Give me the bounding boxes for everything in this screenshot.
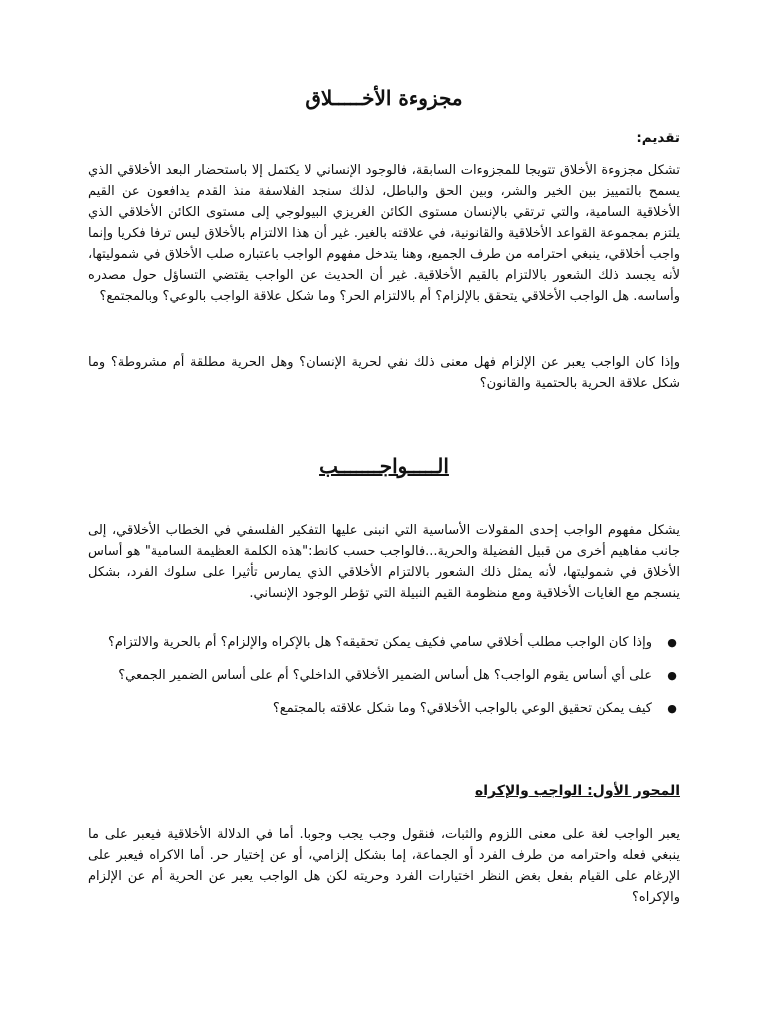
axis-heading: المحور الأول: الواجب والإكراه [474, 783, 680, 799]
bullet-icon: ● [667, 669, 677, 682]
section-title: الـــــواجـــــــب [319, 454, 449, 478]
axis-paragraph: يعبر الواجب لغة على معنى اللزوم والثبات، فنقول وجب يجب وجوبا. أما في الدلالة الأخلاقية فيعبر على ما ينبغي فعله واحترامه من طرف الفرد أو الجماعة، إما بشكل إلزامي، أو عن إختيار حر. أما الاكراه فيعبر على الإرغام على القيام بفعل بغض النظر اختيارات الفرد وحريته لكن هل الواجب يعبر عن الحرية أم عن الإلزام والإكراه؟ [88, 827, 680, 905]
intro-question-paragraph: وإذا كان الواجب يعبر عن الإلزام فهل معنى ذلك نفي لحرية الإنسان؟ وهل الحرية مطلقة أم مشروطة؟ وما شكل علاقة الحرية بالحتمية والقانون؟ [88, 355, 680, 391]
question-text: كيف يمكن تحقيق الوعي بالواجب الأخلاقي؟ وما شكل علاقته بالمجتمع؟ [272, 701, 652, 716]
question-list [88, 632, 680, 731]
list-item [88, 698, 680, 719]
bullet-icon: ● [667, 636, 677, 649]
page-title: مجزوءة الأخـــــلاق [305, 86, 463, 110]
list-item [88, 632, 680, 653]
intro-paragraph: تشكل مجزوءة الأخلاق تتويجا للمجزوءات السابقة، فالوجود الإنساني لا يكتمل إلا باستحضار البعد الأخلاقي الذي يسمح بالتمييز بين الخير والشر، وبين الحق والباطل، لذلك سنجد الفلاسفة منذ القدم يدافعون عن القيم الأخلاقية السامية، والتي ترتقي بالإنسان مستوى الكائن الغريزي البيولوجي إلى مستوى الكائن الأخلاقي الذي يلتزم بمجموعة القواعد الأخلاقية والقانونية، في علاقته بالغير. غير أن هذا الالتزام بالأخلاق ليس ترفا فكريا وإنما واجب أخلاقي، ينبغي احترامه من طرف الجميع، وهنا يتدخل مفهوم الواجب باعتباره صلب الأخلاق في شموليتها، لأنه يجسد ذلك الشعور بالالتزام بالقيم الأخلاقية. غير أن الحديث عن الواجب يقتضي التساؤل حول مصدره وأساسه. هل الواجب الأخلاقي يتحقق بالإلزام؟ أم بالالتزام الحر؟ وما شكل علاقة الواجب بالوعي؟ وبالمجتمع؟ [88, 163, 680, 304]
list-item [88, 665, 680, 686]
bullet-icon: ● [667, 702, 677, 715]
intro-label: تقديم: [636, 130, 680, 146]
question-text: وإذا كان الواجب مطلب أخلاقي سامي فكيف يمكن تحقيقه؟ هل بالإكراه والإلزام؟ أم بالحرية والالتزام؟ [107, 635, 652, 650]
section-paragraph: يشكل مفهوم الواجب إحدى المقولات الأساسية التي انبنى عليها التفكير الفلسفي في الخطاب الأخلاقي، إلى جانب مفاهيم أخرى من قبيل الفضيلة والحرية...فالواجب حسب كانط:"هذه الكلمة العظيمة السامية" هو أساس الأخلاق في شموليتها، لأنه يمثل ذلك الشعور بالالتزام الأخلاقي الذي يمارس تأثيرا على سلوك الفرد، بشكل ينسجم مع الغايات الأخلاقية ومع منظومة القيم النبيلة التي تؤطر الوجود الإنساني. [88, 523, 680, 601]
question-text: على أي أساس يقوم الواجب؟ هل أساس الضمير الأخلاقي الداخلي؟ أم على أساس الضمير الجمعي؟ [118, 668, 652, 683]
